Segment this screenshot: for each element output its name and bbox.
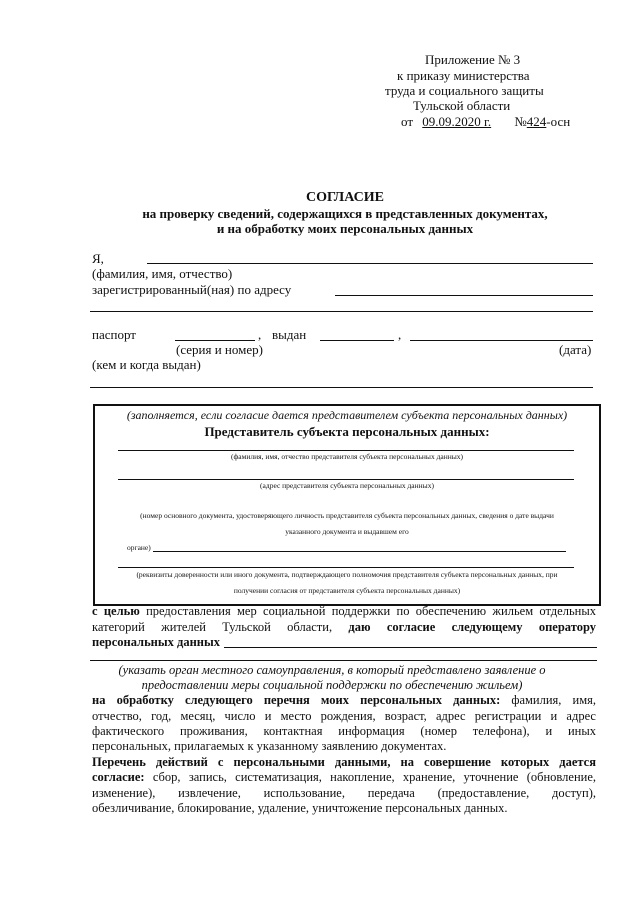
purpose-text-2: категорий жителей Тульской области, <box>92 620 333 634</box>
document-title: СОГЛАСИЕ <box>306 190 384 205</box>
comma-1: , <box>258 327 262 342</box>
issue-date-input-line[interactable] <box>410 340 593 341</box>
actions-bold-2: согласие: <box>92 770 145 784</box>
header-date-row <box>401 114 570 130</box>
title-subtitle-2: и на обработку моих персональных данных <box>216 221 474 236</box>
data-list-line-3: фактического проживания, контактная информация (номер телефона), и иных <box>92 724 596 738</box>
rep-power-input-line[interactable] <box>118 567 574 568</box>
passport-label: паспорт <box>92 327 136 342</box>
actions-line-4: обезличивание, блокирование, удаление, уничтожение персональных данных. <box>92 801 508 815</box>
purpose-line-2 <box>92 620 596 635</box>
fio-hint: (фамилия, имя, отчество) <box>92 266 233 281</box>
data-list-line-4: персональных, прилагаемых к указанному заявлению документах. <box>92 739 447 753</box>
registered-label: зарегистрированный(ная) по адресу <box>92 282 292 297</box>
operator-input-line-1[interactable] <box>224 647 597 648</box>
rep-doc-hint-1: (номер основного документа, удостоверяющего личность представителя субъекта персональных данных, сведения о дате выдачи <box>140 511 554 520</box>
header-line-4: Тульской области <box>413 98 511 113</box>
issued-label: выдан <box>272 327 307 342</box>
rep-fio-input-line[interactable] <box>118 450 574 451</box>
actions-text-2: сбор, запись, систематизация, накопление, хранение, уточнение (обновление, <box>152 770 597 784</box>
passport-series-input-line[interactable] <box>175 340 255 341</box>
by-whom-input-line[interactable] <box>90 387 593 388</box>
by-whom-hint: (кем и когда выдан) <box>92 357 201 372</box>
rep-doc-hint-2: указанного документа и выдавшем его <box>285 527 409 536</box>
actions-line-2 <box>92 770 596 785</box>
actions-line-3: изменение), извлечение, использование, передача (предоставление, доступ), <box>92 786 596 800</box>
data-list-line-2: отчество, год, месяц, число и место рождения, возраст, адрес регистрации и адрес <box>92 709 596 723</box>
representative-note: (заполняется, если согласие дается представителем субъекта персональных данных) <box>126 408 568 422</box>
header-line-2: к приказу министерства <box>397 68 530 83</box>
date-hint: (дата) <box>559 342 592 357</box>
issued-by-input-line[interactable] <box>320 340 394 341</box>
data-list-text-1: фамилия, имя, <box>511 693 597 707</box>
rep-fio-hint: (фамилия, имя, отчество представителя субъекта персональных данных) <box>230 452 464 461</box>
header-line-1: Приложение № 3 <box>425 52 521 67</box>
actions-line-1: Перечень действий с персональными данными, на совершение которых дается <box>92 755 596 769</box>
order-number: 424 <box>526 114 547 129</box>
purpose-line-1 <box>92 604 596 619</box>
representative-heading: Представитель субъекта персональных данных: <box>204 424 490 439</box>
title-subtitle-1: на проверку сведений, содержащихся в представленных документах, <box>142 206 548 221</box>
date-prefix: от <box>401 114 414 129</box>
purpose-bold-3: персональных данных <box>92 635 221 649</box>
header-line-3: труда и социального защиты <box>385 83 544 98</box>
comma-2: , <box>398 327 402 342</box>
order-number-suffix: -осн <box>546 114 571 129</box>
rep-power-hint-1: (реквизиты доверенности или иного документа, подтверждающего полномочия представителя субъекта персональных данных, при <box>136 570 558 579</box>
organ-hint-1: (указать орган местного самоуправления, в который представлено заявление о <box>118 663 546 677</box>
rep-doc-hint-3: органе) <box>127 543 151 552</box>
rep-power-hint-2: получении согласия от представителя субъекта персональных данных) <box>233 586 461 595</box>
rep-address-input-line[interactable] <box>118 479 574 480</box>
rep-doc-input-line[interactable] <box>153 551 566 552</box>
fio-input-line[interactable] <box>147 263 593 264</box>
organ-hint-2: предоставлении меры социальной поддержки по обеспечению жильем) <box>141 678 523 692</box>
series-number-hint: (серия и номер) <box>176 342 263 357</box>
operator-input-line-2[interactable] <box>90 660 597 661</box>
purpose-bold-2: даю согласие следующему оператору <box>348 620 596 634</box>
rep-address-hint: (адрес представителя субъекта персональных данных) <box>260 481 434 490</box>
ya-label: Я, <box>92 251 104 266</box>
data-list-line-1 <box>92 693 596 708</box>
purpose-text-1: предоставления мер социальной поддержки по обеспечению жильем отдельных <box>146 604 596 618</box>
address-input-line-1[interactable] <box>335 295 593 296</box>
order-date: 09.09.2020 г. <box>422 114 492 129</box>
purpose-bold-1: с целью <box>92 604 140 618</box>
data-list-bold: на обработку следующего перечня моих персональных данных: <box>92 693 501 707</box>
address-input-line-2[interactable] <box>90 311 593 312</box>
order-number-prefix: № <box>514 114 527 129</box>
